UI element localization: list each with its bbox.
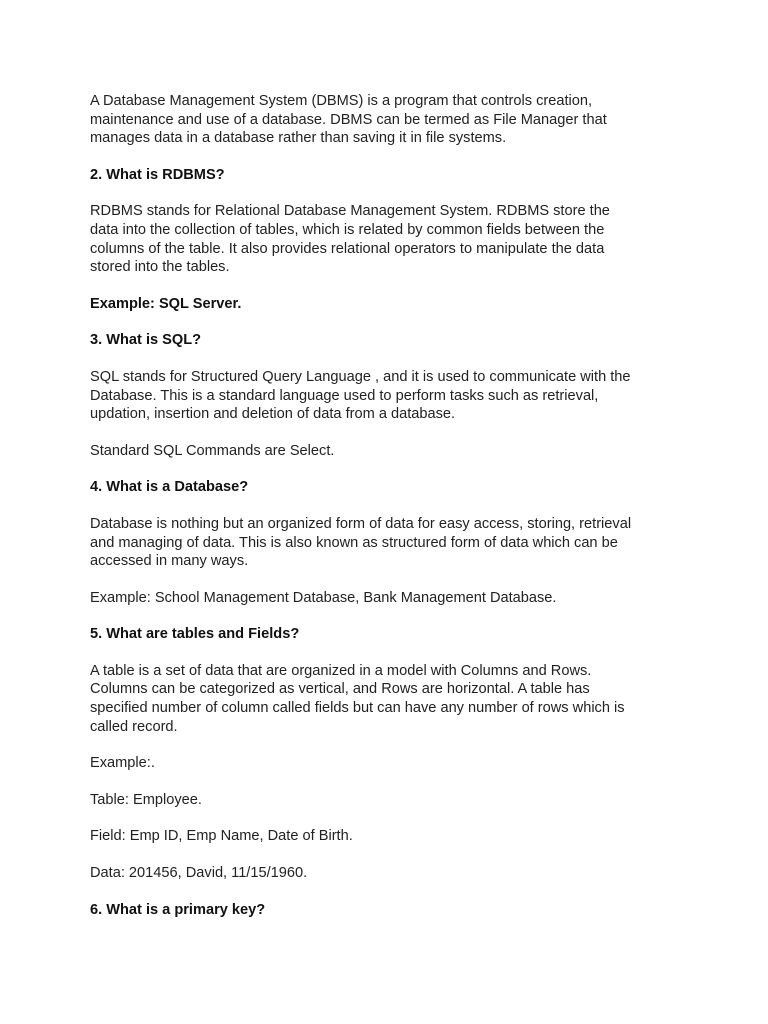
paragraph-data-row bbox=[90, 864, 690, 883]
text-line: data into the collection of tables, which is related by common fields between the bbox=[90, 221, 605, 238]
paragraph-database-example bbox=[90, 589, 690, 608]
example-sql-server bbox=[90, 295, 690, 314]
text-line: Database. This is a standard language used to perform tasks such as retrieval, bbox=[90, 387, 599, 404]
text-line: RDBMS stands for Relational Database Management System. RDBMS store the bbox=[90, 203, 610, 220]
heading-what-is-primary-key bbox=[90, 901, 690, 920]
heading-what-is-sql bbox=[90, 331, 690, 350]
text-line: manages data in a database rather than saving it in file systems. bbox=[90, 130, 507, 147]
heading-tables-and-fields bbox=[90, 625, 690, 644]
text-line: Example: School Management Database, Bank Management Database. bbox=[90, 589, 557, 606]
paragraph-database-definition bbox=[90, 515, 690, 571]
paragraph-sql-definition bbox=[90, 368, 690, 424]
heading-what-is-rdbms bbox=[90, 166, 690, 185]
paragraph-field-list bbox=[90, 827, 690, 846]
text-line: and managing of data. This is also known as structured form of data which can be bbox=[90, 534, 618, 551]
paragraph-standard-sql-commands bbox=[90, 442, 690, 461]
heading-what-is-database bbox=[90, 478, 690, 497]
text-line: specified number of column called fields but can have any number of rows which is bbox=[90, 700, 625, 717]
text-line: Data: 201456, David, 11/15/1960. bbox=[90, 865, 308, 882]
text-line: A table is a set of data that are organized in a model with Columns and Rows. bbox=[90, 662, 592, 679]
text-line: SQL stands for Structured Query Language , and it is used to communicate with the bbox=[90, 368, 631, 385]
heading-text: 5. What are tables and Fields? bbox=[90, 626, 300, 643]
paragraph-rdbms-definition bbox=[90, 202, 690, 276]
text-line: Table: Employee. bbox=[90, 791, 202, 808]
text-line: A Database Management System (DBMS) is a program that controls creation, bbox=[90, 93, 593, 109]
heading-text: 2. What is RDBMS? bbox=[90, 166, 225, 183]
paragraph-dbms-definition bbox=[90, 92, 690, 148]
text-line: columns of the table. It also provides relational operators to manipulate the data bbox=[90, 240, 605, 257]
text-line: Database is nothing but an organized form of data for easy access, storing, retrieval bbox=[90, 515, 632, 532]
text-line: Field: Emp ID, Emp Name, Date of Birth. bbox=[90, 828, 353, 845]
text-line: Columns can be categorized as vertical, and Rows are horizontal. A table has bbox=[90, 681, 590, 698]
text-line: Standard SQL Commands are Select. bbox=[90, 442, 335, 459]
text-line: called record. bbox=[90, 718, 178, 735]
text-line: maintenance and use of a database. DBMS can be termed as File Manager that bbox=[90, 111, 607, 128]
heading-text: Example: SQL Server. bbox=[90, 295, 242, 312]
paragraph-table-definition bbox=[90, 662, 690, 736]
text-line: updation, insertion and deletion of data from a database. bbox=[90, 406, 456, 423]
paragraph-example-label bbox=[90, 754, 690, 773]
paragraph-table-employee bbox=[90, 791, 690, 810]
heading-text: 6. What is a primary key? bbox=[90, 901, 266, 918]
text-line: Example:. bbox=[90, 755, 155, 772]
heading-text: 3. What is SQL? bbox=[90, 332, 202, 349]
text-line: accessed in many ways. bbox=[90, 553, 249, 570]
heading-text: 4. What is a Database? bbox=[90, 479, 249, 496]
document-body bbox=[90, 92, 690, 937]
text-line: stored into the tables. bbox=[90, 259, 230, 276]
